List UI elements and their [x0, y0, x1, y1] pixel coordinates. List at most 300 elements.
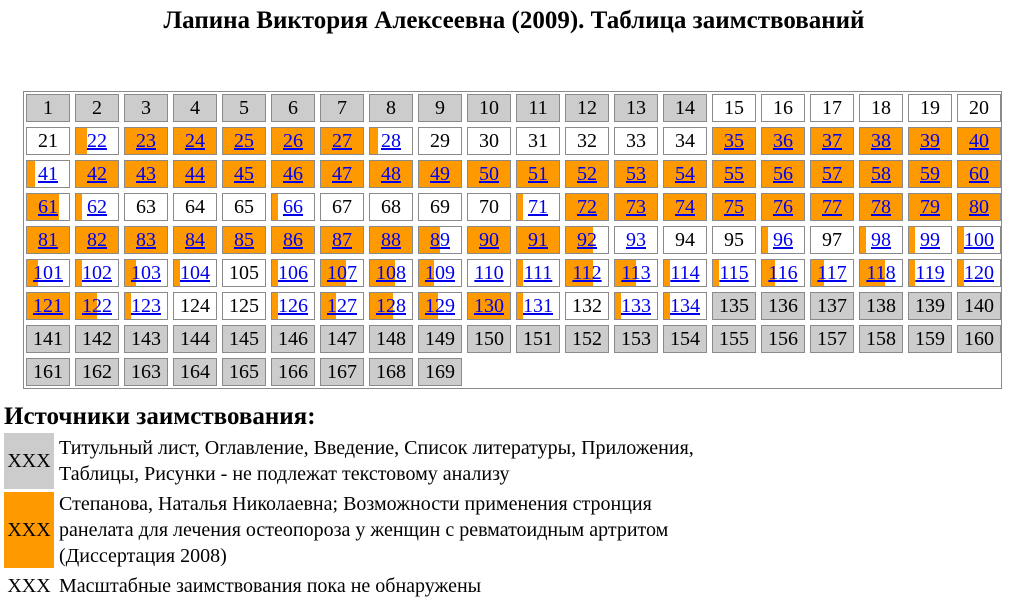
- page-link[interactable]: 91: [528, 229, 548, 251]
- page-link[interactable]: 92: [577, 229, 597, 251]
- page-cell[interactable]: [565, 193, 609, 221]
- page-link[interactable]: 122: [82, 295, 112, 317]
- page-cell: [663, 226, 707, 254]
- page-cell[interactable]: [908, 259, 952, 287]
- page-link[interactable]: 106: [278, 262, 308, 284]
- page-link[interactable]: 57: [822, 163, 842, 185]
- legend-swatch-label: XXX: [7, 519, 51, 541]
- page-number: 165: [229, 361, 259, 383]
- page-link[interactable]: 23: [136, 130, 156, 152]
- page-number: 16: [773, 97, 793, 119]
- page-link[interactable]: 35: [724, 130, 744, 152]
- legend-text-none: [59, 573, 481, 599]
- page-cell[interactable]: [271, 292, 315, 320]
- page-cell[interactable]: [173, 127, 217, 155]
- page-cell[interactable]: [75, 292, 119, 320]
- page-number: 10: [479, 97, 499, 119]
- page-link[interactable]: 55: [724, 163, 744, 185]
- page-cell[interactable]: [565, 160, 609, 188]
- page-cell[interactable]: [957, 160, 1001, 188]
- page-link[interactable]: 62: [87, 196, 107, 218]
- page-link[interactable]: 90: [479, 229, 499, 251]
- page-cell[interactable]: [467, 292, 511, 320]
- page-cell[interactable]: [810, 259, 854, 287]
- page-number: 152: [572, 328, 602, 350]
- page-cell: [957, 325, 1001, 353]
- page-link[interactable]: 46: [283, 163, 303, 185]
- page-number: 18: [871, 97, 891, 119]
- page-cell: [712, 94, 756, 122]
- page-link[interactable]: 101: [33, 262, 63, 284]
- page-link[interactable]: 59: [920, 163, 940, 185]
- page-number: 68: [381, 196, 401, 218]
- page-cell[interactable]: [26, 259, 70, 287]
- page-cell: [663, 94, 707, 122]
- page-link[interactable]: 56: [773, 163, 793, 185]
- page-link[interactable]: 126: [278, 295, 308, 317]
- page-cell[interactable]: [663, 292, 707, 320]
- page-number: 9: [435, 97, 445, 119]
- page-link[interactable]: 52: [577, 163, 597, 185]
- coverage-remainder: [59, 194, 70, 220]
- page-link[interactable]: 41: [38, 163, 58, 185]
- page-number: 154: [670, 328, 700, 350]
- borrowing-table: [23, 91, 1002, 389]
- page-number: 160: [964, 328, 994, 350]
- page-cell[interactable]: [565, 226, 609, 254]
- page-number: 139: [915, 295, 945, 317]
- page-link[interactable]: 22: [87, 130, 107, 152]
- page-number: 124: [180, 295, 210, 317]
- page-number: 21: [38, 130, 58, 152]
- page-cell[interactable]: [320, 127, 364, 155]
- page-cell: [271, 94, 315, 122]
- page-link[interactable]: 26: [283, 130, 303, 152]
- page-link[interactable]: 76: [773, 196, 793, 218]
- page-cell[interactable]: [369, 160, 413, 188]
- page-number: 146: [278, 328, 308, 350]
- page-link[interactable]: 114: [670, 262, 700, 284]
- page-cell: [957, 94, 1001, 122]
- page-cell[interactable]: [663, 160, 707, 188]
- page-cell[interactable]: [271, 226, 315, 254]
- page-cell: [222, 325, 266, 353]
- page-link[interactable]: 85: [234, 229, 254, 251]
- page-link[interactable]: 61: [38, 196, 58, 218]
- page-link[interactable]: 66: [283, 196, 303, 218]
- page-link[interactable]: 113: [621, 262, 651, 284]
- page-link[interactable]: 77: [822, 196, 842, 218]
- page-cell[interactable]: [761, 160, 805, 188]
- legend-line: ранелата для лечения остеопороза у женщин с ревматоидным артритом: [59, 519, 669, 541]
- page-cell: [222, 259, 266, 287]
- page-cell[interactable]: [320, 160, 364, 188]
- page-number: 6: [288, 97, 298, 119]
- page-cell[interactable]: [320, 226, 364, 254]
- page-number: 147: [327, 328, 357, 350]
- page-link[interactable]: 100: [964, 229, 994, 251]
- page-link[interactable]: 104: [180, 262, 210, 284]
- page-cell[interactable]: [271, 160, 315, 188]
- page-cell[interactable]: [712, 127, 756, 155]
- page-cell: [418, 127, 462, 155]
- page-cell: [712, 226, 756, 254]
- page-number: 2: [92, 97, 102, 119]
- page-cell: [810, 94, 854, 122]
- page-title: Лапина Виктория Алексеевна (2009). Таблица заимствований: [163, 7, 865, 34]
- page-link[interactable]: 98: [871, 229, 891, 251]
- page-cell[interactable]: [908, 160, 952, 188]
- page-link[interactable]: 80: [969, 196, 989, 218]
- page-cell: [565, 127, 609, 155]
- page-link[interactable]: 116: [768, 262, 798, 284]
- page-cell[interactable]: [75, 193, 119, 221]
- page-link[interactable]: 87: [332, 229, 352, 251]
- page-number: 149: [425, 328, 455, 350]
- page-cell[interactable]: [271, 259, 315, 287]
- page-cell[interactable]: [859, 259, 903, 287]
- page-cell[interactable]: [614, 226, 658, 254]
- page-cell[interactable]: [26, 193, 70, 221]
- page-cell[interactable]: [467, 160, 511, 188]
- page-link[interactable]: 86: [283, 229, 303, 251]
- page-number: 132: [572, 295, 602, 317]
- page-cell: [663, 325, 707, 353]
- page-cell[interactable]: [222, 127, 266, 155]
- page-number: 12: [577, 97, 597, 119]
- page-cell[interactable]: [320, 292, 364, 320]
- page-number: 13: [626, 97, 646, 119]
- page-cell[interactable]: [957, 226, 1001, 254]
- page-cell[interactable]: [908, 127, 952, 155]
- page-number: 3: [141, 97, 151, 119]
- page-number: 157: [817, 328, 847, 350]
- page-number: 158: [866, 328, 896, 350]
- page-cell[interactable]: [369, 226, 413, 254]
- page-cell[interactable]: [663, 259, 707, 287]
- sources-heading: Источники заимствования:: [4, 403, 316, 430]
- page-number: 14: [675, 97, 695, 119]
- page-number: 7: [337, 97, 347, 119]
- page-cell[interactable]: [859, 127, 903, 155]
- page-cell[interactable]: [26, 160, 70, 188]
- page-link[interactable]: 54: [675, 163, 695, 185]
- page-cell[interactable]: [222, 160, 266, 188]
- page-cell[interactable]: [614, 259, 658, 287]
- page-cell: [320, 94, 364, 122]
- page-cell: [26, 358, 70, 386]
- page-link[interactable]: 42: [87, 163, 107, 185]
- page-cell: [26, 127, 70, 155]
- page-cell: [516, 325, 560, 353]
- page-number: 168: [376, 361, 406, 383]
- page-cell[interactable]: [75, 259, 119, 287]
- page-cell: [26, 325, 70, 353]
- page-number: 5: [239, 97, 249, 119]
- page-cell[interactable]: [369, 292, 413, 320]
- page-number: 145: [229, 328, 259, 350]
- page-cell: [467, 193, 511, 221]
- page-cell[interactable]: [369, 259, 413, 287]
- page-cell[interactable]: [271, 127, 315, 155]
- page-cell[interactable]: [761, 226, 805, 254]
- page-number: 164: [180, 361, 210, 383]
- page-link[interactable]: 134: [670, 295, 700, 317]
- page-link[interactable]: 39: [920, 130, 940, 152]
- page-link[interactable]: 108: [376, 262, 406, 284]
- legend-text-excluded: [59, 435, 694, 487]
- page-cell[interactable]: [859, 193, 903, 221]
- page-number: 1: [43, 97, 53, 119]
- page-number: 30: [479, 130, 499, 152]
- page-link[interactable]: 36: [773, 130, 793, 152]
- page-link[interactable]: 88: [381, 229, 401, 251]
- page-link[interactable]: 109: [425, 262, 455, 284]
- page-cell: [859, 292, 903, 320]
- page-cell[interactable]: [957, 259, 1001, 287]
- page-number: 15: [724, 97, 744, 119]
- page-cell: [810, 325, 854, 353]
- page-link[interactable]: 28: [381, 130, 401, 152]
- page-cell[interactable]: [418, 226, 462, 254]
- page-cell[interactable]: [810, 127, 854, 155]
- page-link[interactable]: 130: [474, 295, 504, 317]
- page-link[interactable]: 25: [234, 130, 254, 152]
- page-cell[interactable]: [467, 259, 511, 287]
- page-cell: [271, 358, 315, 386]
- page-link[interactable]: 119: [915, 262, 945, 284]
- page-link[interactable]: 58: [871, 163, 891, 185]
- page-link[interactable]: 51: [528, 163, 548, 185]
- page-number: 29: [430, 130, 450, 152]
- page-cell: [124, 94, 168, 122]
- page-cell[interactable]: [712, 193, 756, 221]
- page-cell[interactable]: [418, 259, 462, 287]
- page-link[interactable]: 84: [185, 229, 205, 251]
- page-link[interactable]: 72: [577, 196, 597, 218]
- page-link[interactable]: 118: [866, 262, 896, 284]
- page-number: 162: [82, 361, 112, 383]
- page-cell: [418, 325, 462, 353]
- page-cell: [222, 94, 266, 122]
- page-cell: [565, 325, 609, 353]
- page-cell: [712, 325, 756, 353]
- page-cell: [957, 292, 1001, 320]
- page-cell: [516, 94, 560, 122]
- page-number: 142: [82, 328, 112, 350]
- page-cell[interactable]: [75, 226, 119, 254]
- page-cell[interactable]: [712, 259, 756, 287]
- page-cell: [369, 94, 413, 122]
- page-cell[interactable]: [810, 193, 854, 221]
- page-cell[interactable]: [173, 259, 217, 287]
- page-cell: [418, 358, 462, 386]
- page-link[interactable]: 40: [969, 130, 989, 152]
- page-cell[interactable]: [810, 160, 854, 188]
- page-link[interactable]: 78: [871, 196, 891, 218]
- page-cell[interactable]: [320, 259, 364, 287]
- page-link[interactable]: 128: [376, 295, 406, 317]
- page-cell: [859, 325, 903, 353]
- page-number: 97: [822, 229, 842, 251]
- page-link[interactable]: 48: [381, 163, 401, 185]
- page-link[interactable]: 43: [136, 163, 156, 185]
- page-cell: [614, 94, 658, 122]
- page-number: 105: [229, 262, 259, 284]
- page-link[interactable]: 133: [621, 295, 651, 317]
- legend-line: (Диссертация 2008): [59, 545, 227, 567]
- page-number: 150: [474, 328, 504, 350]
- page-number: 33: [626, 130, 646, 152]
- page-link[interactable]: 27: [332, 130, 352, 152]
- page-link[interactable]: 74: [675, 196, 695, 218]
- page-cell: [320, 325, 364, 353]
- page-cell[interactable]: [761, 193, 805, 221]
- page-link[interactable]: 123: [131, 295, 161, 317]
- page-link[interactable]: 121: [33, 295, 63, 317]
- page-cell[interactable]: [173, 226, 217, 254]
- page-link[interactable]: 96: [773, 229, 793, 251]
- page-number: 153: [621, 328, 651, 350]
- page-cell[interactable]: [957, 193, 1001, 221]
- page-number: 69: [430, 196, 450, 218]
- page-cell[interactable]: [516, 193, 560, 221]
- legend-swatch-white: [4, 573, 54, 599]
- page-number: 167: [327, 361, 357, 383]
- page-cell[interactable]: [516, 160, 560, 188]
- page-cell[interactable]: [124, 160, 168, 188]
- page-link[interactable]: 60: [969, 163, 989, 185]
- page-link[interactable]: 71: [528, 196, 548, 218]
- page-cell[interactable]: [369, 127, 413, 155]
- page-cell: [320, 193, 364, 221]
- page-cell[interactable]: [124, 292, 168, 320]
- page-cell[interactable]: [26, 226, 70, 254]
- page-cell[interactable]: [859, 160, 903, 188]
- page-cell[interactable]: [516, 259, 560, 287]
- page-cell[interactable]: [124, 226, 168, 254]
- page-cell: [810, 226, 854, 254]
- page-link[interactable]: 75: [724, 196, 744, 218]
- page-cell[interactable]: [908, 226, 952, 254]
- legend-line: Степанова, Наталья Николаевна; Возможности применения стронция: [59, 493, 652, 515]
- page-cell[interactable]: [124, 127, 168, 155]
- page-cell[interactable]: [859, 226, 903, 254]
- page-link[interactable]: 110: [474, 262, 504, 284]
- page-cell[interactable]: [418, 160, 462, 188]
- legend-swatch-label: XXX: [7, 450, 51, 472]
- page-link[interactable]: 82: [87, 229, 107, 251]
- page-link[interactable]: 120: [964, 262, 994, 284]
- page-cell: [565, 94, 609, 122]
- page-cell[interactable]: [26, 292, 70, 320]
- page-cell[interactable]: [271, 193, 315, 221]
- page-cell[interactable]: [516, 226, 560, 254]
- page-cell[interactable]: [173, 160, 217, 188]
- page-number: 94: [675, 229, 695, 251]
- page-cell[interactable]: [222, 226, 266, 254]
- page-link[interactable]: 73: [626, 196, 646, 218]
- page-link[interactable]: 103: [131, 262, 161, 284]
- page-cell[interactable]: [418, 292, 462, 320]
- page-link[interactable]: 112: [572, 262, 602, 284]
- page-cell[interactable]: [663, 193, 707, 221]
- page-cell[interactable]: [761, 259, 805, 287]
- page-cell[interactable]: [124, 259, 168, 287]
- page-cell: [124, 325, 168, 353]
- page-cell: [810, 292, 854, 320]
- page-link[interactable]: 50: [479, 163, 499, 185]
- page-cell[interactable]: [467, 226, 511, 254]
- page-link[interactable]: 102: [82, 262, 112, 284]
- page-number: 163: [131, 361, 161, 383]
- page-number: 151: [523, 328, 553, 350]
- page-cell[interactable]: [614, 292, 658, 320]
- page-link[interactable]: 129: [425, 295, 455, 317]
- page-cell: [75, 94, 119, 122]
- page-link[interactable]: 49: [430, 163, 450, 185]
- page-number: 31: [528, 130, 548, 152]
- page-cell: [369, 358, 413, 386]
- page-link[interactable]: 117: [817, 262, 847, 284]
- page-link[interactable]: 93: [626, 229, 646, 251]
- page-cell: [908, 325, 952, 353]
- page-number: 144: [180, 328, 210, 350]
- page-link[interactable]: 47: [332, 163, 352, 185]
- page-link[interactable]: 111: [523, 262, 553, 284]
- page-cell[interactable]: [614, 160, 658, 188]
- page-link[interactable]: 53: [626, 163, 646, 185]
- page-cell[interactable]: [516, 292, 560, 320]
- page-cell[interactable]: [957, 127, 1001, 155]
- page-cell[interactable]: [761, 127, 805, 155]
- page-link[interactable]: 79: [920, 196, 940, 218]
- page-link[interactable]: 89: [430, 229, 450, 251]
- page-cell[interactable]: [614, 193, 658, 221]
- page-link[interactable]: 131: [523, 295, 553, 317]
- page-link[interactable]: 44: [185, 163, 205, 185]
- page-link[interactable]: 38: [871, 130, 891, 152]
- page-cell[interactable]: [75, 127, 119, 155]
- page-cell[interactable]: [908, 193, 952, 221]
- page-number: 19: [920, 97, 940, 119]
- page-link[interactable]: 83: [136, 229, 156, 251]
- page-cell: [320, 358, 364, 386]
- page-link[interactable]: 99: [920, 229, 940, 251]
- page-number: 155: [719, 328, 749, 350]
- page-cell: [75, 358, 119, 386]
- page-cell: [222, 193, 266, 221]
- page-cell[interactable]: [75, 160, 119, 188]
- page-number: 64: [185, 196, 205, 218]
- page-link[interactable]: 127: [327, 295, 357, 317]
- page-cell: [418, 94, 462, 122]
- page-link[interactable]: 24: [185, 130, 205, 152]
- page-link[interactable]: 115: [719, 262, 749, 284]
- page-number: 141: [33, 328, 63, 350]
- page-link[interactable]: 45: [234, 163, 254, 185]
- page-cell: [614, 325, 658, 353]
- page-cell: [467, 127, 511, 155]
- page-number: 32: [577, 130, 597, 152]
- page-link[interactable]: 81: [38, 229, 58, 251]
- page-link[interactable]: 37: [822, 130, 842, 152]
- page-link[interactable]: 107: [327, 262, 357, 284]
- page-cell: [75, 325, 119, 353]
- page-cell[interactable]: [565, 259, 609, 287]
- page-number: 70: [479, 196, 499, 218]
- page-cell[interactable]: [712, 160, 756, 188]
